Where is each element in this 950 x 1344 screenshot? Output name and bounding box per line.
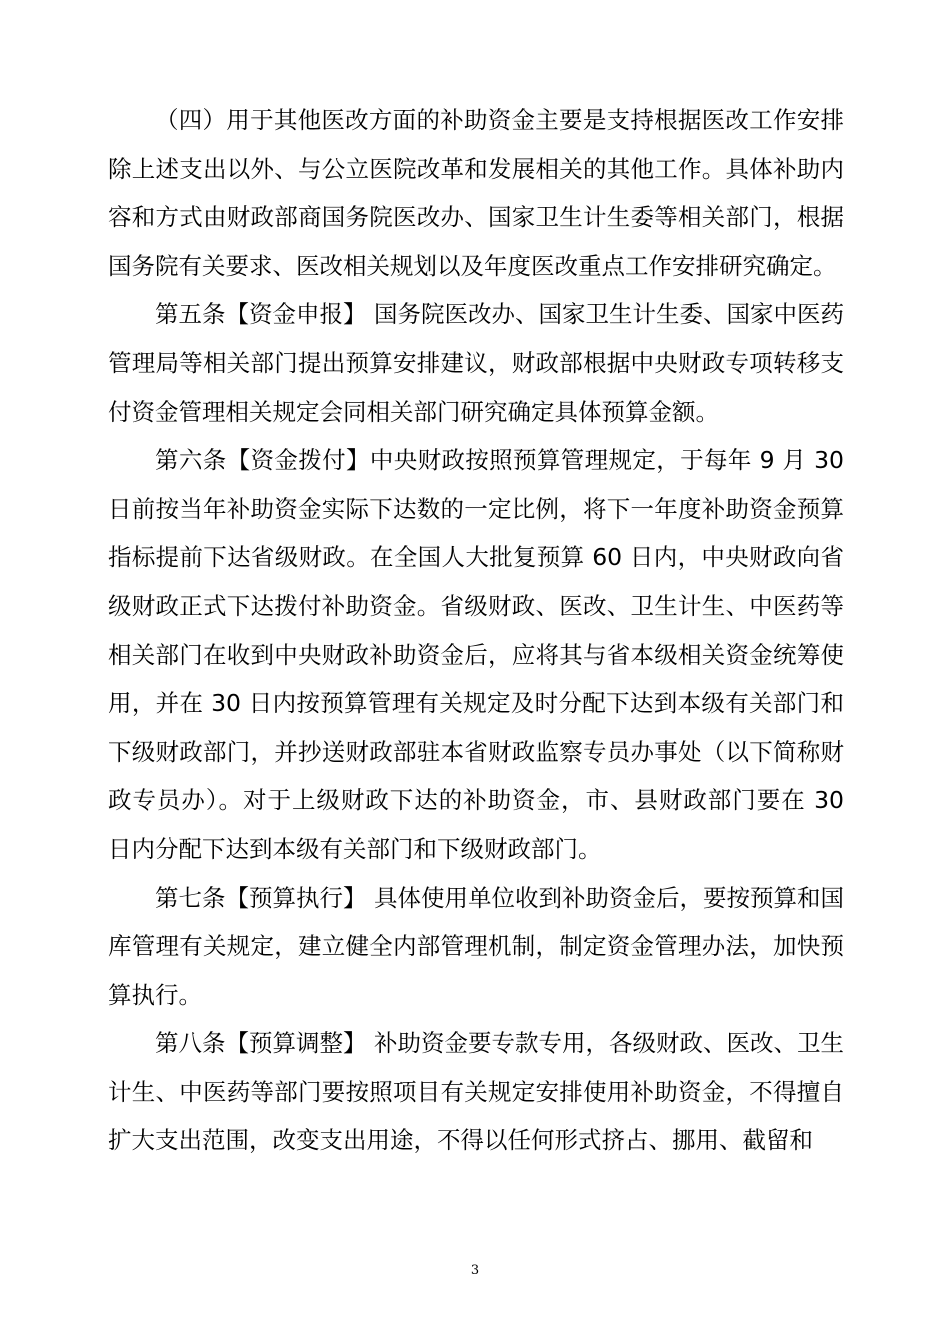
paragraph-other-subsidies: （四）用于其他医改方面的补助资金主要是支持根据医改工作安排除上述支出以外、与公立医院改革和发展相关的其他工作。具体补助内容和方式由财政部商国务院医改办、国家卫生计生委等相关部门，根据国务院有关要求、医改相关规划以及年度医改重点工作安排研究确定。 xyxy=(108,106,844,280)
paragraph-article-7: 第七条【预算执行】 具体使用单位收到补助资金后，要按预算和国库管理有关规定，建立健全内部管理机制，制定资金管理办法，加快预算执行。 xyxy=(108,883,844,1009)
document-body xyxy=(108,96,844,1165)
paragraph-article-8: 第八条【预算调整】 补助资金要专款专用，各级财政、医改、卫生计生、中医药等部门要按照项目有关规定安排使用补助资金，不得擅自扩大支出范围，改变支出用途，不得以任何形式挤占、挪用、截留和 xyxy=(108,1029,844,1155)
page-number: 3 xyxy=(470,1263,480,1278)
paragraph-article-6: 第六条【资金拨付】中央财政按照预算管理规定，于每年 9 月 30 日前按当年补助资金实际下达数的一定比例，将下一年度补助资金预算指标提前下达省级财政。在全国人大批复预算 60 日内，中央财政向省级财政正式下达拨付补助资金。省级财政、医改、卫生计生、中医药等相关部门在收到中央财政补助资金后，应将其与省本级相关资金统筹使用，并在 30 日内按预算管理有关规定及时分配下达到本级有关部门和下级财政部门，并抄送财政部驻本省财政监察专员办事处（以下简称财政专员办）。对于上级财政下达的补助资金，市、县财政部门要在 30 日内分配下达到本级有关部门和下级财政部门。 xyxy=(108,446,844,863)
paragraph-article-5: 第五条【资金申报】 国务院医改办、国家卫生计生委、国家中医药管理局等相关部门提出预算安排建议，财政部根据中央财政专项转移支付资金管理相关规定会同相关部门研究确定具体预算金额。 xyxy=(108,300,844,426)
